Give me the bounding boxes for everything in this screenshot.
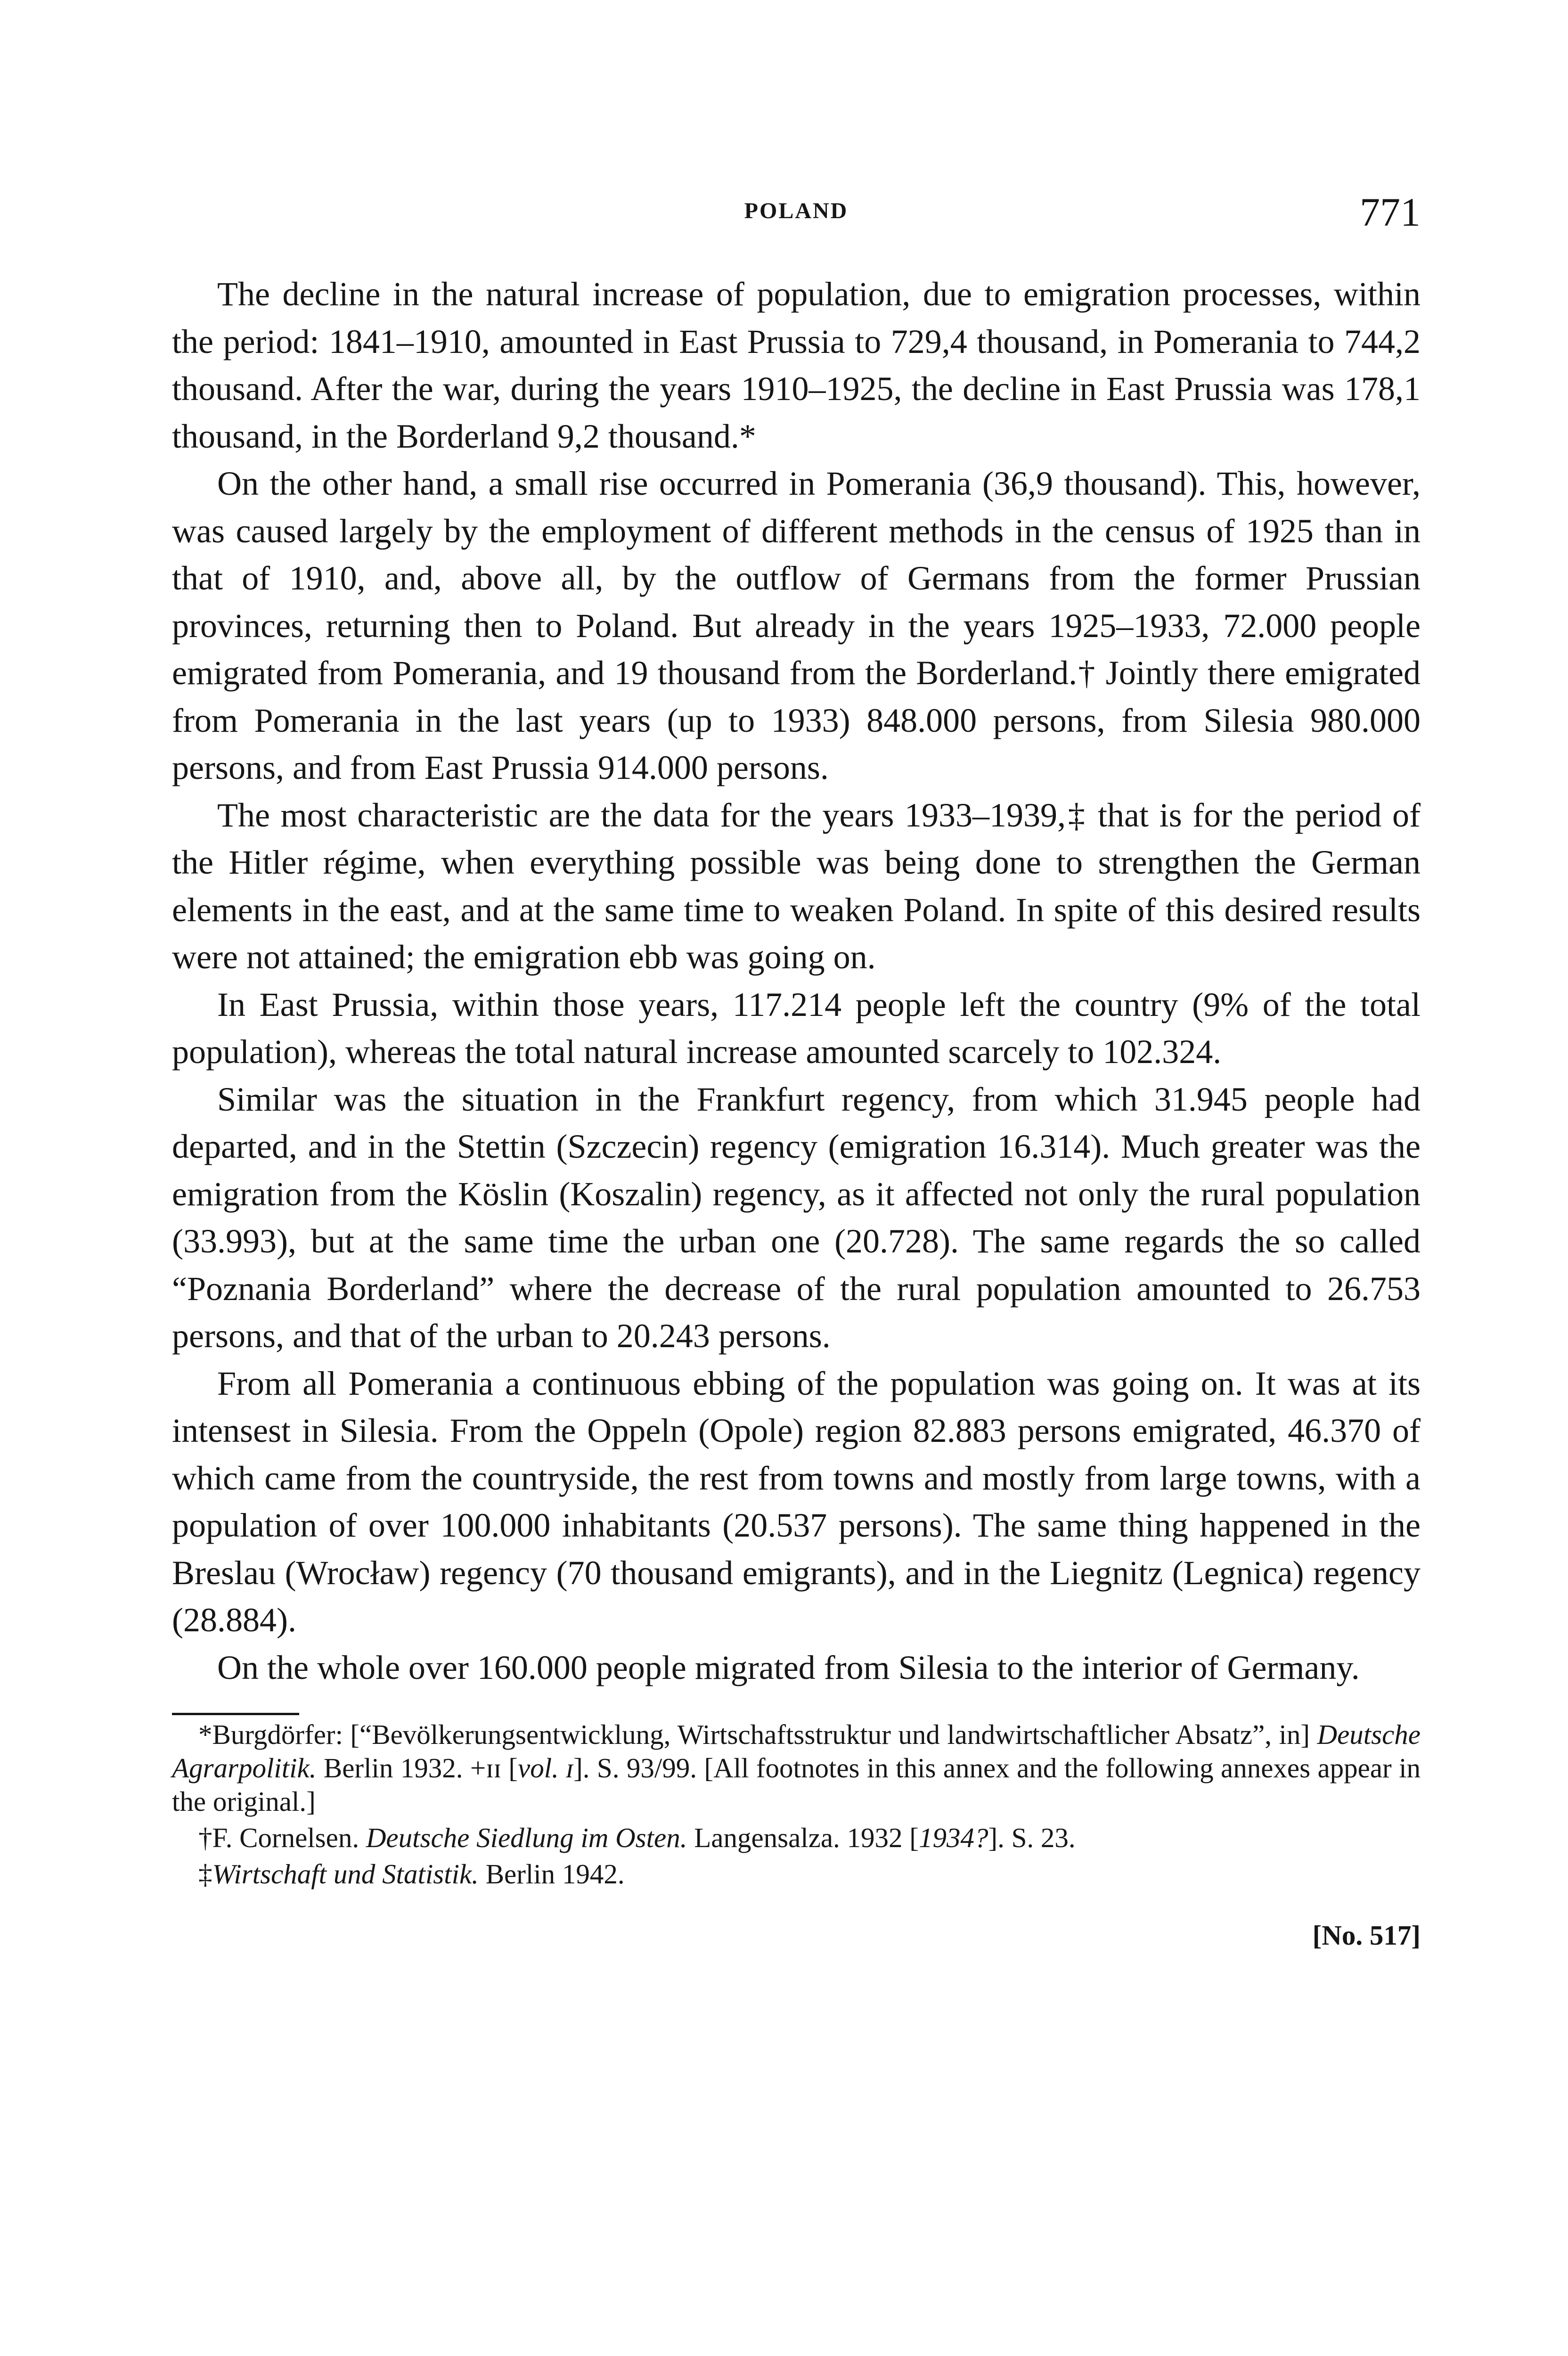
paragraph: The decline in the natural increase of population, due to emigration processes, within the period: 1841–1910, amounted in East Prussia to 729,4 thousand, in Pomerania to 744,2 thousand. After the war, during the years 1910–1925, the decline in East Prussia was 178,1 thousand, in the Borderland 9,2 thousand.* xyxy=(172,275,1421,455)
paragraph: Similar was the situation in the Frankfurt regency, from which 31.945 people had departed, and in the Stettin (Szczecin) regency (emigration 16.314). Much greater was the emigration from the Köslin (Koszalin) regency, as it affected not only the rural population (33.993), but at the same time the urban one (20.728). The same regards the so called “Poznania Borderland” where the decrease of the rural population amounted to 26.753 persons, and that of the urban to 20.243 persons. xyxy=(172,1080,1421,1355)
footnote-text: *Burgdörfer: [“Bevölkerungsentwicklung, Wirtschaftsstruktur und landwirtschaftlicher Absatz”, in] xyxy=(198,1719,1317,1750)
footnote-text: †F. Cornelsen. xyxy=(198,1822,366,1853)
page-number: 771 xyxy=(1360,189,1421,235)
paragraph: The most characteristic are the data for the years 1933–1939,‡ that is for the period of the Hitler régime, when everything possible was being done to strengthen the German elements in the east, and at the same time to weaken Poland. In spite of this desired results were not attained; the emigration ebb was going on. xyxy=(172,796,1421,976)
footnote-text: Berlin 1932. +ɪɪ [ xyxy=(316,1752,518,1783)
footnote-3 xyxy=(172,1857,1421,1891)
document-number: [No. 517] xyxy=(1312,1920,1421,1951)
body-text xyxy=(172,270,1421,1691)
paragraph: In East Prussia, within those years, 117.214 people left the country (9% of the total population), whereas the total natural increase amounted scarcely to 102.324. xyxy=(172,985,1421,1071)
footnote-year: 1934? xyxy=(918,1822,988,1853)
footnote-text: ]. S. 93/99. [All footnotes in this annex and the following annexes appear in the original.] xyxy=(172,1752,1421,1817)
document-page xyxy=(172,188,1421,1952)
footnote-title: Deutsche Siedlung im Osten. xyxy=(366,1822,687,1853)
running-title: POLAND xyxy=(744,198,849,223)
paragraph: On the other hand, a small rise occurred in Pomerania (36,9 thousand). This, however, was caused largely by the employment of different methods in the census of 1925 than in that of 1910, and, above all, by the outflow of Germans from the former Prussian provinces, returning then to Poland. But already in the years 1925–1933, 72.000 people emigrated from Pomerania, and 19 thousand from the Borderland.† Jointly there emigrated from Pomerania in the last years (up to 1933) 848.000 persons, from Silesia 980.000 persons, and from East Prussia 914.000 persons. xyxy=(172,465,1421,786)
paragraph: On the whole over 160.000 people migrated from Silesia to the interior of Germany. xyxy=(217,1648,1360,1686)
running-head xyxy=(172,188,1421,250)
footnote-2 xyxy=(172,1821,1421,1855)
footnote-mark: ‡ xyxy=(198,1858,212,1890)
footnote-text: ]. S. 23. xyxy=(988,1822,1076,1853)
footnote-1 xyxy=(172,1718,1421,1818)
paragraph: From all Pomerania a continuous ebbing of the population was going on. It was at its intensest in Silesia. From the Oppeln (Opole) region 82.883 persons emigrated, 46.370 of which came from the countryside, the rest from towns and mostly from large towns, with a population of over 100.000 inhabitants (20.537 persons). The same thing happened in the Breslau (Wrocław) regency (70 thousand emigrants), and in the Liegnitz (Legnica) regency (28.884). xyxy=(172,1364,1421,1639)
footnote-volume: vol. ɪ xyxy=(518,1752,574,1783)
footnotes xyxy=(172,1718,1421,1891)
footnote-text: Berlin 1942. xyxy=(478,1858,625,1890)
footnote-title: Wirtschaft und Statistik. xyxy=(212,1858,479,1890)
footnote-rule xyxy=(172,1713,299,1715)
footnote-text: Langensalza. 1932 [ xyxy=(687,1822,919,1853)
footnote-title: Deutsche Agrarpolitik. xyxy=(172,1719,1421,1783)
